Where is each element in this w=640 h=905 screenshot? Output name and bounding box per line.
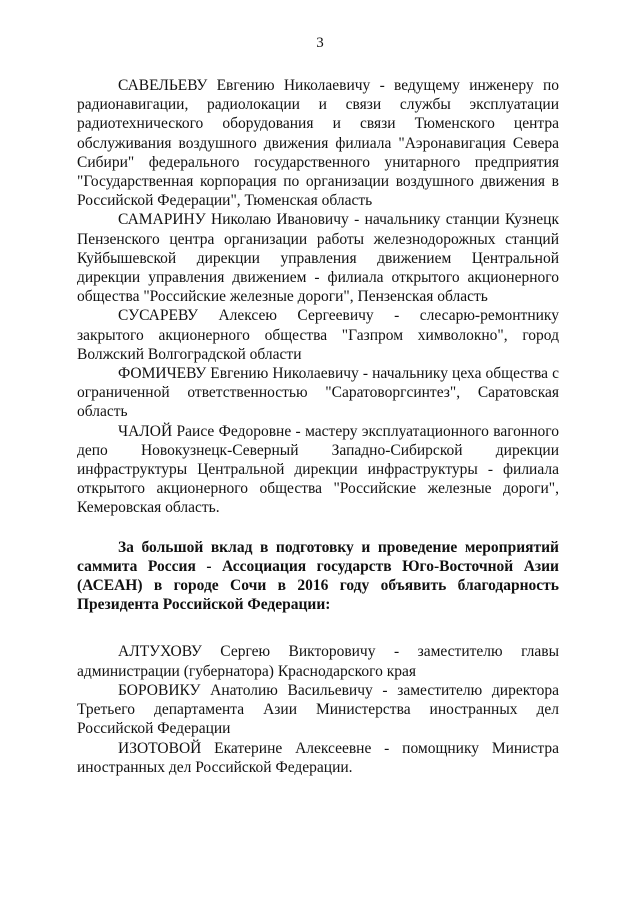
page-number: 3	[316, 35, 324, 51]
award-entry-izotova: ИЗОТОВОЙ Екатерине Алексеевне - помощнику Министра иностранных дел Российской Федерации.	[77, 739, 559, 776]
award-entry-susarev: СУСАРЕВУ Алексею Сергеевичу - слесарю-ремонтнику закрытого акционерного общества "Газпром химволокно", город Волжский Волгоградской области	[77, 307, 559, 363]
award-entry-savelyev: САВЕЛЬЕВУ Евгению Николаевичу - ведущему инженеру по радионавигации, радиолокации и связи службы эксплуатации радиотехнического оборудования и связи Тюменского центра обслуживания воздушного движения филиала "Аэронавигация Севера Сибири" федерального государственного унитарного предприятия "Государственная корпорация по организации воздушного движения в Российской Федерации", Тюменская область	[77, 77, 559, 210]
award-entry-fomichev: ФОМИЧЕВУ Евгению Николаевичу - начальнику цеха общества с ограниченной ответственностью "Саратоворгсинтез", Саратовская область	[77, 365, 559, 421]
section-heading: За большой вклад в подготовку и проведение мероприятий саммита Россия - Ассоциация государств Юго-Восточной Азии (АСЕАН) в городе Сочи в 2016 году объявить благодарность Президента Российской Федерации:	[77, 538, 559, 614]
award-entry-chalaya: ЧАЛОЙ Раисе Федоровне - мастеру эксплуатационного вагонного депо Новокузнецк-Северный Западно-Сибирской дирекции инфраструктуры Центральной дирекции инфраструктуры - филиала открытого акционерного общества "Российские железные дороги", Кемеровская область.	[77, 422, 559, 517]
award-entry-samarin: САМАРИНУ Николаю Ивановичу - начальнику станции Кузнецк Пензенского центра организации работы железнодорожных станций Куйбышевской дирекции управления движением Центральной дирекции управления движением - филиала открытого акционерного общества "Российские железные дороги", Пензенская область	[77, 211, 559, 306]
award-entry-borovik: БОРОВИКУ Анатолию Васильевичу - заместителю директора Третьего департамента Азии Министерства иностранных дел Российской Федерации	[77, 681, 559, 738]
document-body	[77, 76, 559, 777]
award-entry-altukhov: АЛТУХОВУ Сергею Викторовичу - заместителю главы администрации (губернатора) Краснодарского края	[77, 643, 559, 680]
